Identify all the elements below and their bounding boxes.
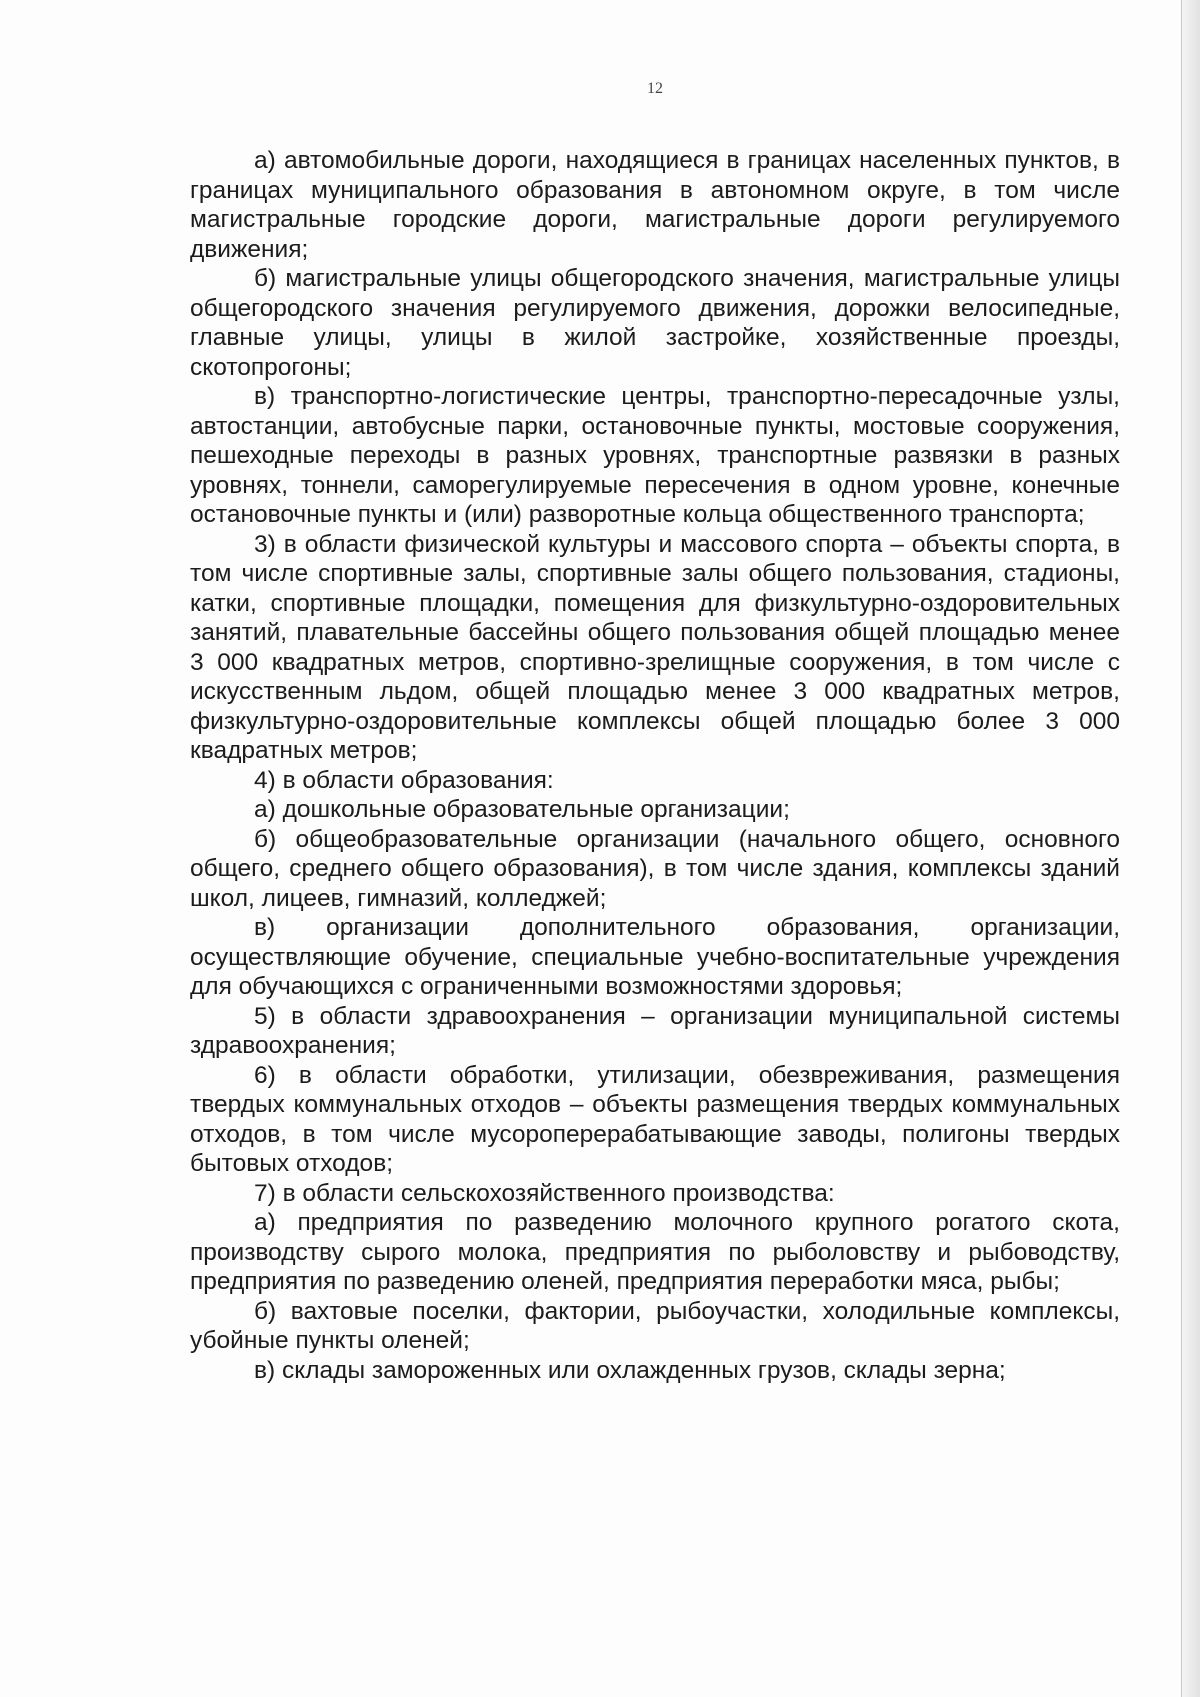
paragraph-7a-enterprises: а) предприятия по разведению молочного крупного рогатого скота, производству сырого молока, предприятия по рыболовству и рыбоводству, предприятия по разведению оленей, предприятия переработки мяса, рыбы;	[190, 1209, 1120, 1295]
paragraph-2b-streets: б) магистральные улицы общегородского значения, магистральные улицы общегородского значения регулируемого движения, дорожки велосипедные, главные улицы, улицы в жилой застройке, хозяйственные проезды, скотопрогоны;	[190, 265, 1120, 381]
paragraph-7v-warehouses: в) склады замороженных или охлажденных грузов, склады зерна;	[254, 1356, 1006, 1384]
paragraph-7b-settlements: б) вахтовые поселки, фактории, рыбоучастки, холодильные комплексы, убойные пункты оленей;	[190, 1297, 1120, 1354]
paragraph-3-sport: 3) в области физической культуры и массового спорта – объекты спорта, в том числе спортивные залы, спортивные залы общего пользования, стадионы, катки, спортивные площадки, помещения для физкультурно-оздоровительных занятий, плавательные бассейны общего пользования общей площадью менее 3 000 квадратных метров, спортивно-зрелищные сооружения, в том числе с искусственным льдом, общей площадью менее 3 000 квадратных метров, физкультурно-оздоровительные комплексы общей площадью более 3 000 квадратных метров;	[190, 530, 1120, 764]
document-body	[190, 146, 1120, 1385]
page-number: 12	[647, 80, 663, 97]
paragraph-4v-additional-education: в) организации дополнительного образования, организации, осуществляющие обучение, специальные учебно-воспитательные учреждения для обучающихся с ограниченными возможностями здоровья;	[190, 914, 1120, 1000]
paragraph-2a-roads: а) автомобильные дороги, находящиеся в границах населенных пунктов, в границах муниципального образования в автономном округе, в том числе магистральные городские дороги, магистральные дороги регулируемого движения;	[190, 147, 1120, 263]
paragraph-4-education: 4) в области образования:	[254, 766, 554, 794]
paragraph-7-agriculture: 7) в области сельскохозяйственного производства:	[254, 1179, 835, 1207]
paragraph-4b-schools: б) общеобразовательные организации (начального общего, основного общего, среднего общего образования), в том числе здания, комплексы зданий школ, лицеев, гимназий, колледжей;	[190, 825, 1120, 912]
paragraph-2v-transport-hubs: в) транспортно-логистические центры, транспортно-пересадочные узлы, автостанции, автобусные парки, остановочные пункты, мостовые сооружения, пешеходные переходы в разных уровнях, транспортные развязки в разных уровнях, тоннели, саморегулируемые пересечения в одном уровне, конечные остановочные пункты и (или) разворотные кольца общественного транспорта;	[190, 383, 1120, 528]
paragraph-5-healthcare: 5) в области здравоохранения – организации муниципальной системы здравоохранения;	[190, 1002, 1120, 1059]
paragraph-4a-preschool: а) дошкольные образовательные организации;	[254, 796, 790, 823]
paragraph-6-waste: 6) в области обработки, утилизации, обезвреживания, размещения твердых коммунальных отходов – объекты размещения твердых коммунальных отходов, в том числе мусороперерабатывающие заводы, полигоны твердых бытовых отходов;	[190, 1061, 1120, 1177]
page-edge-shadow	[1182, 0, 1200, 1697]
